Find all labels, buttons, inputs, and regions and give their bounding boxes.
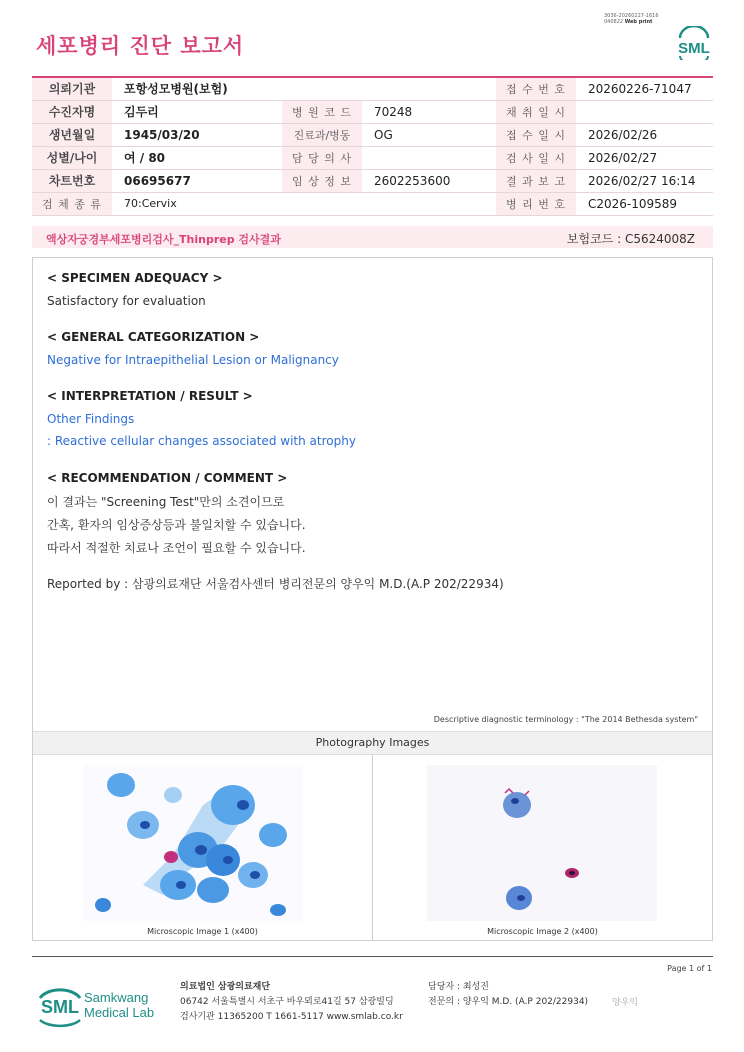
clinical-label: 임 상 정 보 <box>282 169 362 192</box>
svg-text:Samkwang: Samkwang <box>84 990 149 1005</box>
recommendation-heading: < RECOMMENDATION / COMMENT > <box>47 471 288 485</box>
collect-date-value <box>576 100 713 123</box>
report-title: 세포병리 진단 보고서 <box>36 34 245 58</box>
svg-text:SML: SML <box>41 997 79 1017</box>
receipt-date-value: 2026/02/26 <box>576 123 713 146</box>
interpretation-line-2: : Reactive cellular changes associated with atrophy <box>47 434 356 448</box>
exam-name: 액상자궁경부세포병리검사_Thinprep 검사결과 <box>46 233 281 246</box>
dob-value: 1945/03/20 <box>124 127 200 142</box>
microscopic-image-2 <box>427 765 657 921</box>
photo-caption-1: Microscopic Image 1 (x400) <box>147 927 258 936</box>
receipt-no-value: 20260226-71047 <box>576 77 713 100</box>
category-heading: < GENERAL CATEGORIZATION > <box>47 330 260 344</box>
report-date-value: 2026/02/27 16:14 <box>576 169 713 192</box>
interpretation-line-1: Other Findings <box>47 412 135 426</box>
receipt-no-label: 접 수 번 호 <box>496 77 576 100</box>
doctor-label: 담 당 의 사 <box>282 146 362 169</box>
collect-date-label: 채 취 일 시 <box>496 100 576 123</box>
org-address: 06742 서울특별시 서초구 바우뫼로41길 57 삼광빌딩 <box>180 997 394 1007</box>
samkwang-logo-icon <box>36 980 156 1028</box>
adequacy-heading: < SPECIMEN ADEQUACY > <box>47 271 223 285</box>
info-row <box>32 146 713 169</box>
specimen-label: 검 체 종 류 <box>32 192 112 215</box>
svg-text:SML: SML <box>678 40 710 57</box>
category-text: Negative for Intraepithelial Lesion or Malignancy <box>47 353 339 367</box>
footer-divider <box>32 956 713 957</box>
photo-cell-2 <box>373 755 712 940</box>
print-code: 3036-20260227-1616 040822 Web print <box>604 13 659 25</box>
photo-section-title: Photography Images <box>33 731 712 755</box>
report-date-label: 결 과 보 고 <box>496 169 576 192</box>
receipt-date-label: 접 수 일 시 <box>496 123 576 146</box>
sex-age-value: 여 / 80 <box>124 151 166 165</box>
hospital-code-label: 병 원 코 드 <box>282 100 362 123</box>
svg-text:Medical Lab: Medical Lab <box>84 1005 155 1020</box>
doctor-value <box>362 146 496 169</box>
chart-label: 차트번호 <box>32 169 112 192</box>
requester-label: 의뢰기관 <box>32 77 112 100</box>
chart-value: 06695677 <box>124 173 191 188</box>
organization-info <box>180 980 403 1025</box>
recommendation-line-3: 따라서 적절한 치료나 조언이 필요할 수 있습니다. <box>47 541 306 555</box>
requester-value: 포항성모병원(보험) <box>124 82 228 97</box>
specimen-value: 70:Cervix <box>112 192 496 215</box>
org-contact: 검사기관 11365200 T 1661-5117 www.smlab.co.kr <box>180 1012 403 1022</box>
photo-caption-2: Microscopic Image 2 (x400) <box>487 927 598 936</box>
specialist-name: 전문의 : 양우익 M.D. (A.P 202/22934) <box>428 997 589 1007</box>
exam-date-label: 검 사 일 시 <box>496 146 576 169</box>
dept-label: 진료과/병동 <box>282 123 362 146</box>
staff-info <box>428 980 588 1010</box>
recommendation-line-1: 이 결과는 "Screening Test"만의 소견이므로 <box>47 495 285 509</box>
hospital-code-value: 70248 <box>362 100 496 123</box>
adequacy-text: Satisfactory for evaluation <box>47 294 206 308</box>
reported-by: Reported by : 삼광의료재단 서울검사센터 병리전문의 양우익 M.D.(A.P 202/22934) <box>47 577 504 591</box>
dept-value: OG <box>362 123 496 146</box>
recommendation-line-2: 간혹, 환자의 임상증상등과 불일치할 수 있습니다. <box>47 518 306 532</box>
org-name: 의료법인 삼광의료재단 <box>180 982 271 992</box>
pathology-no-value: C2026-109589 <box>576 192 713 215</box>
patient-label: 수진자명 <box>32 100 112 123</box>
page-number: Page 1 of 1 <box>667 964 712 973</box>
pathology-no-label: 병 리 번 호 <box>496 192 576 215</box>
patient-info-table <box>32 76 713 216</box>
insurance-code: 보험코드 : C5624008Z <box>566 232 695 246</box>
signature: 양우익 <box>612 998 639 1008</box>
photo-cell-1 <box>33 755 373 940</box>
info-row <box>32 100 713 123</box>
terminology-note: Descriptive diagnostic terminology : "The 2014 Bethesda system" <box>433 715 698 724</box>
info-row <box>32 123 713 146</box>
info-row <box>32 77 713 100</box>
microscopic-image-1 <box>83 765 303 921</box>
result-box <box>32 257 713 941</box>
clinical-value: 2602253600 <box>362 169 496 192</box>
sml-logo-icon <box>674 26 714 60</box>
exam-title-bar <box>32 226 713 248</box>
info-row <box>32 192 713 215</box>
info-row <box>32 169 713 192</box>
exam-date-value: 2026/02/27 <box>576 146 713 169</box>
sex-age-label: 성별/나이 <box>32 146 112 169</box>
patient-value: 김두리 <box>124 105 159 119</box>
interpretation-heading: < INTERPRETATION / RESULT > <box>47 389 253 403</box>
dob-label: 생년월일 <box>32 123 112 146</box>
staff-name: 담당자 : 최성진 <box>428 982 489 992</box>
